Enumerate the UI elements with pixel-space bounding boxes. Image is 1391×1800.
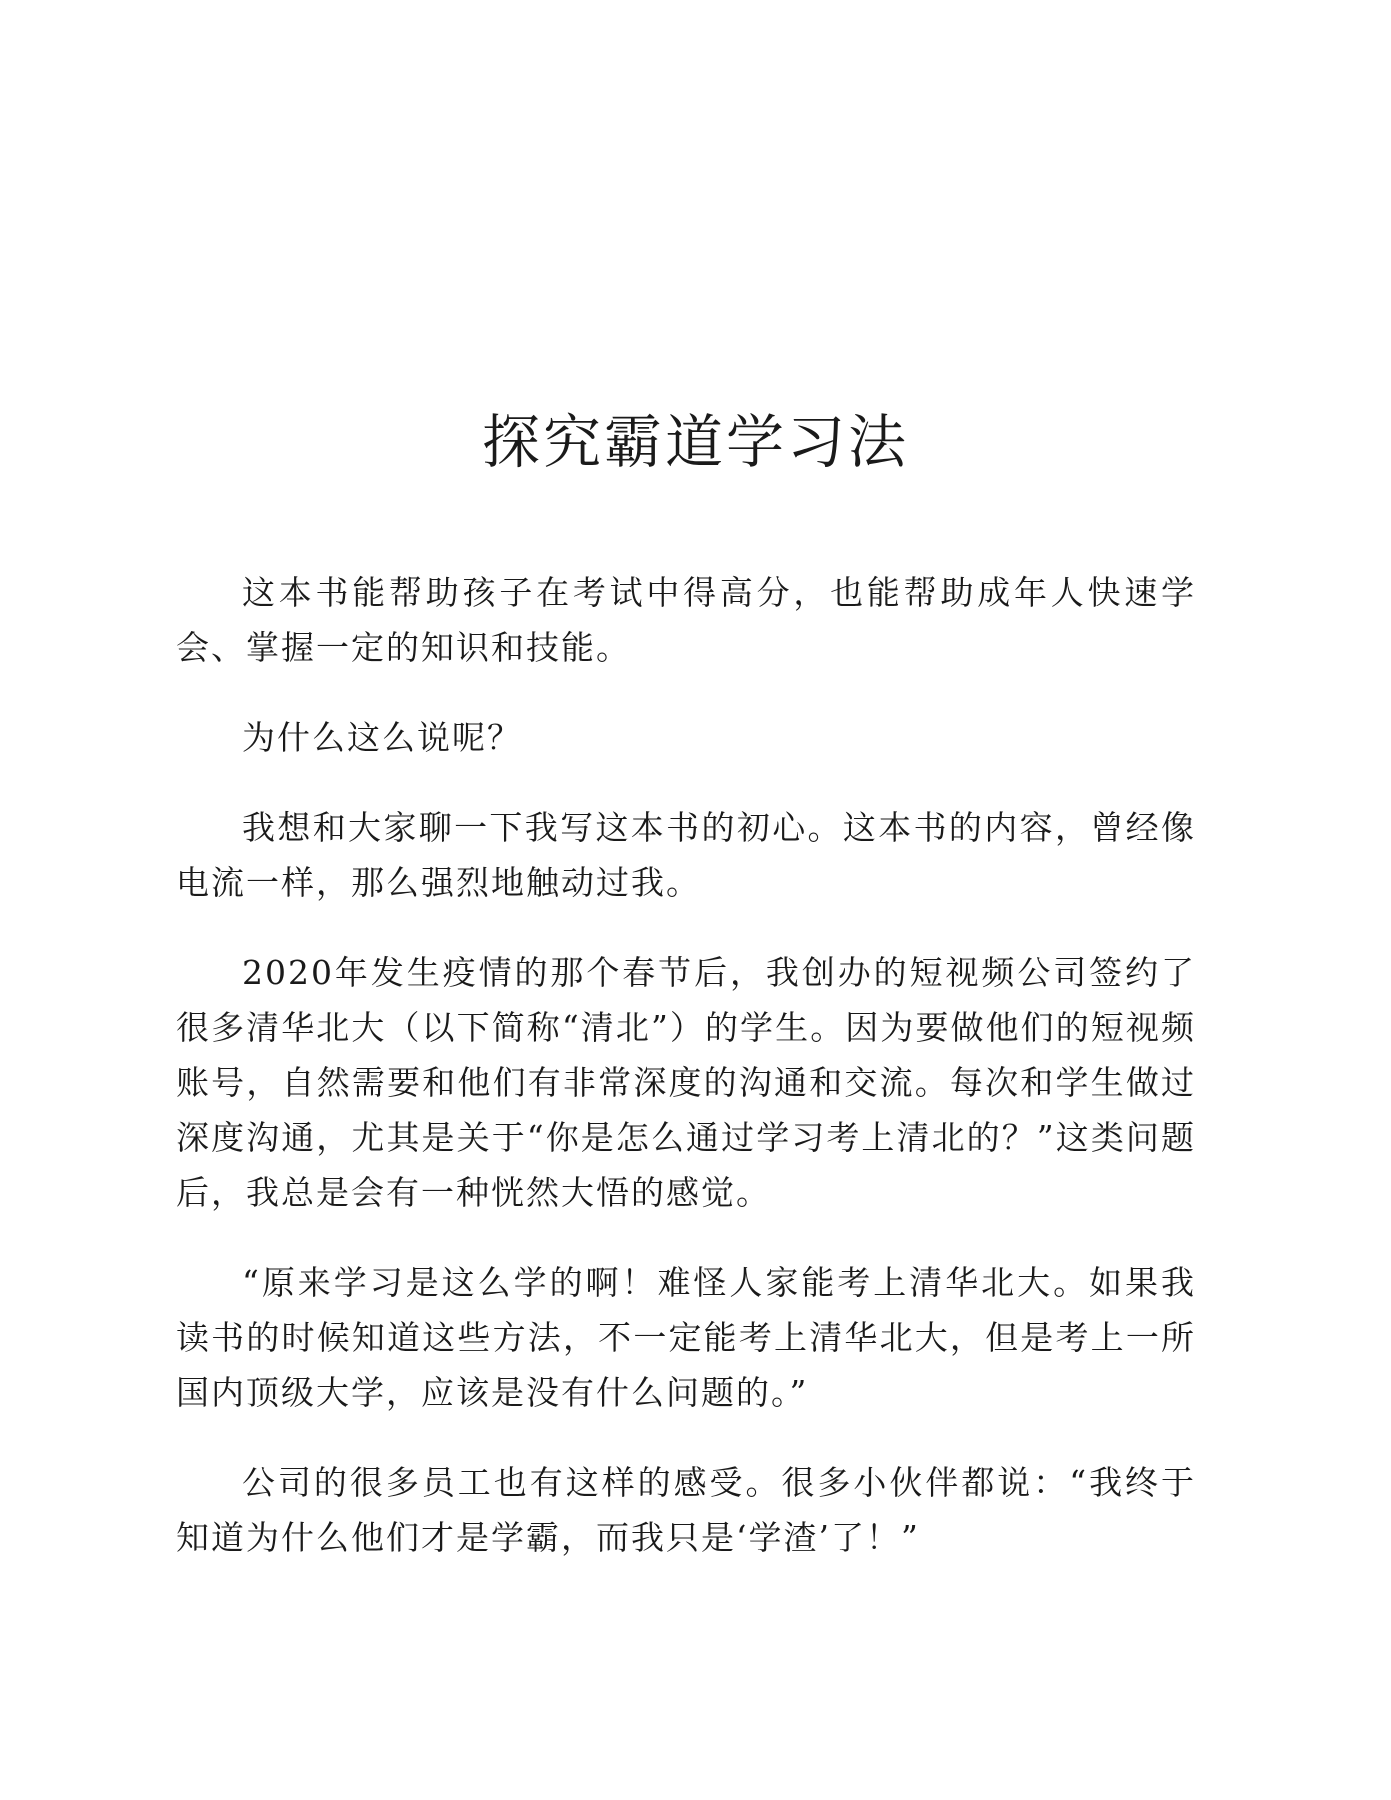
- paragraph-1: 这本书能帮助孩子在考试中得高分，也能帮助成年人快速学会、掌握一定的知识和技能。: [176, 573, 1196, 667]
- body-text: [176, 565, 1196, 1600]
- paragraph-3: 我想和大家聊一下我写这本书的初心。这本书的内容，曾经像电流一样，那么强烈地触动过我。: [176, 808, 1196, 902]
- paragraph-2: 为什么这么说呢？: [242, 718, 522, 757]
- page-title: 探究霸道学习法: [481, 408, 909, 476]
- paragraph-5: “原来学习是这么学的啊！难怪人家能考上清华北大。如果我读书的时候知道这些方法，不一定能考上清华北大，但是考上一所国内顶级大学，应该是没有什么问题的。”: [176, 1263, 1196, 1412]
- paragraph-4: 2020年发生疫情的那个春节后，我创办的短视频公司签约了很多清华北大（以下简称“清北”）的学生。因为要做他们的短视频账号，自然需要和他们有非常深度的沟通和交流。每次和学生做过深度沟通，尤其是关于“你是怎么通过学习考上清北的？”这类问题后，我总是会有一种恍然大悟的感觉。: [176, 953, 1196, 1212]
- paragraph-6: 公司的很多员工也有这样的感受。很多小伙伴都说：“我终于知道为什么他们才是学霸，而我只是‘学渣’了！”: [176, 1463, 1196, 1557]
